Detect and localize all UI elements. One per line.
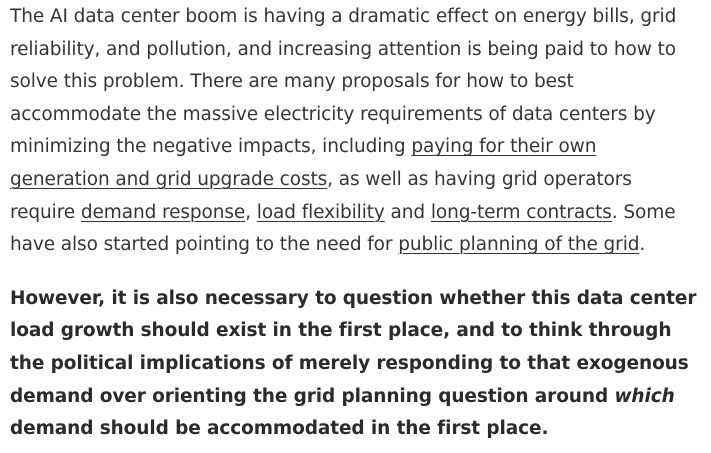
emphasis-which: which — [614, 385, 675, 407]
paragraph-thesis — [10, 282, 700, 446]
paragraph-intro — [10, 0, 700, 262]
article-body — [10, 0, 700, 446]
link-demand-response[interactable]: demand response — [80, 201, 246, 223]
paragraph-text: The AI data center boom is having a dramatic effect on energy bills, grid reliability, and pollution, and increasing attention is being paid to how to solve this problem. There are many proposals for how to best accommodate the massive electricity requirements of data centers by minimizing the negative impacts, including — [10, 6, 677, 158]
paragraph-text: . Some have also started pointing to the need for — [10, 201, 676, 256]
link-public-planning-of-the-grid[interactable]: public planning of the grid — [398, 234, 640, 256]
link-generation-grid-upgrade-costs[interactable]: paying for their own generation and grid upgrade costs — [10, 136, 597, 190]
link-long-term-contracts[interactable]: long-term contracts — [430, 201, 612, 223]
paragraph-text: , — [245, 201, 257, 223]
paragraph-text: and — [384, 201, 431, 223]
paragraph-text: , as well as having grid operators require — [10, 168, 632, 223]
paragraph-text: . — [639, 234, 646, 256]
link-load-flexibility[interactable]: load flexibility — [256, 201, 385, 223]
paragraph-text: However, it is also necessary to question whether this data center load growth should exist in the first place, and to think through the political implications of merely responding to that exogenous demand over orienting the grid planning question around — [10, 287, 697, 407]
paragraph-text: demand should be accommodated in the first place. — [10, 418, 549, 440]
